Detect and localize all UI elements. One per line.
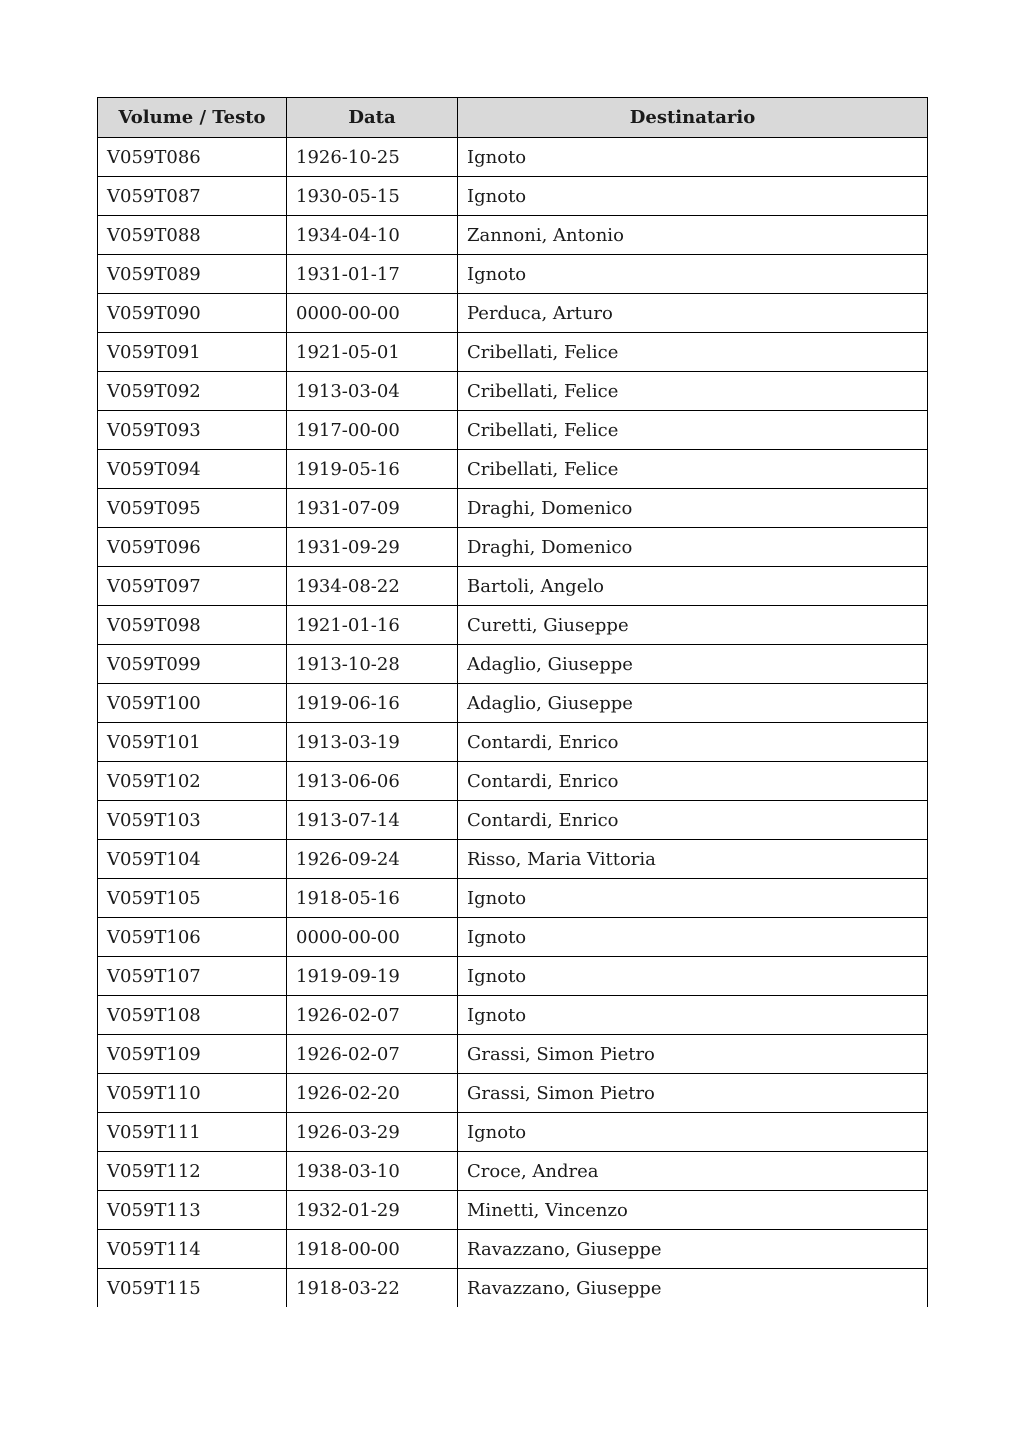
table-row [98,1074,928,1113]
cell-destinatario: Ravazzano, Giuseppe [458,1230,928,1269]
cell-destinatario: Cribellati, Felice [458,333,928,372]
cell-destinatario: Ignoto [458,879,928,918]
cell-data: 1919-06-16 [287,684,458,723]
cell-data: 1919-09-19 [287,957,458,996]
cell-destinatario: Minetti, Vincenzo [458,1191,928,1230]
cell-data: 1913-03-04 [287,372,458,411]
cell-volume-testo: V059T109 [98,1035,287,1074]
cell-data: 1934-04-10 [287,216,458,255]
cell-destinatario: Contardi, Enrico [458,801,928,840]
cell-volume-testo: V059T111 [98,1113,287,1152]
cell-volume-testo: V059T104 [98,840,287,879]
cell-destinatario: Contardi, Enrico [458,723,928,762]
cell-data: 0000-00-00 [287,918,458,957]
cell-data: 1926-02-07 [287,1035,458,1074]
cell-destinatario: Croce, Andrea [458,1152,928,1191]
header-data: Data [287,98,458,138]
cell-data: 1931-01-17 [287,255,458,294]
cell-data: 1913-10-28 [287,645,458,684]
cell-volume-testo: V059T095 [98,489,287,528]
cell-volume-testo: V059T092 [98,372,287,411]
cell-data: 1926-10-25 [287,138,458,177]
cell-volume-testo: V059T099 [98,645,287,684]
table-row [98,918,928,957]
cell-destinatario: Risso, Maria Vittoria [458,840,928,879]
cell-data: 1919-05-16 [287,450,458,489]
table-row [98,840,928,879]
cell-destinatario: Ignoto [458,177,928,216]
cell-data: 1921-01-16 [287,606,458,645]
cell-destinatario: Adaglio, Giuseppe [458,684,928,723]
cell-data: 1931-07-09 [287,489,458,528]
cell-volume-testo: V059T114 [98,1230,287,1269]
cell-data: 1918-05-16 [287,879,458,918]
cell-destinatario: Cribellati, Felice [458,411,928,450]
cell-volume-testo: V059T100 [98,684,287,723]
cell-volume-testo: V059T112 [98,1152,287,1191]
cell-volume-testo: V059T105 [98,879,287,918]
header-destinatario: Destinatario [458,98,928,138]
cell-data: 1926-02-07 [287,996,458,1035]
table-row [98,1230,928,1269]
cell-data: 1913-03-19 [287,723,458,762]
cell-volume-testo: V059T101 [98,723,287,762]
table-row [98,645,928,684]
cell-data: 0000-00-00 [287,294,458,333]
cell-volume-testo: V059T086 [98,138,287,177]
cell-volume-testo: V059T115 [98,1269,287,1308]
cell-data: 1913-07-14 [287,801,458,840]
cell-destinatario: Curetti, Giuseppe [458,606,928,645]
cell-volume-testo: V059T089 [98,255,287,294]
cell-destinatario: Ignoto [458,957,928,996]
cell-destinatario: Cribellati, Felice [458,372,928,411]
cell-volume-testo: V059T103 [98,801,287,840]
cell-destinatario: Ignoto [458,1113,928,1152]
cell-volume-testo: V059T113 [98,1191,287,1230]
cell-volume-testo: V059T106 [98,918,287,957]
cell-volume-testo: V059T097 [98,567,287,606]
table-row [98,1152,928,1191]
cell-volume-testo: V059T091 [98,333,287,372]
table-row [98,333,928,372]
cell-volume-testo: V059T107 [98,957,287,996]
table-row [98,411,928,450]
table-row [98,801,928,840]
cell-destinatario: Perduca, Arturo [458,294,928,333]
cell-destinatario: Draghi, Domenico [458,528,928,567]
cell-volume-testo: V059T088 [98,216,287,255]
table-row [98,294,928,333]
cell-destinatario: Draghi, Domenico [458,489,928,528]
cell-destinatario: Ignoto [458,996,928,1035]
table-row [98,879,928,918]
header-volume-testo: Volume / Testo [98,98,287,138]
cell-data: 1930-05-15 [287,177,458,216]
table-header [98,98,928,138]
table-row [98,450,928,489]
table-body [98,138,928,1308]
table-row [98,684,928,723]
cell-destinatario: Ignoto [458,138,928,177]
cell-volume-testo: V059T110 [98,1074,287,1113]
table-row [98,372,928,411]
letters-table [97,97,928,1307]
table-row [98,177,928,216]
cell-volume-testo: V059T087 [98,177,287,216]
cell-data: 1921-05-01 [287,333,458,372]
cell-volume-testo: V059T098 [98,606,287,645]
cell-destinatario: Bartoli, Angelo [458,567,928,606]
table-row [98,1191,928,1230]
cell-data: 1934-08-22 [287,567,458,606]
cell-destinatario: Contardi, Enrico [458,762,928,801]
table-row [98,762,928,801]
table-row [98,255,928,294]
cell-volume-testo: V059T102 [98,762,287,801]
table-row [98,723,928,762]
cell-destinatario: Ignoto [458,918,928,957]
cell-volume-testo: V059T093 [98,411,287,450]
cell-data: 1931-09-29 [287,528,458,567]
cell-data: 1926-02-20 [287,1074,458,1113]
cell-data: 1913-06-06 [287,762,458,801]
cell-destinatario: Cribellati, Felice [458,450,928,489]
table-row [98,138,928,177]
cell-volume-testo: V059T090 [98,294,287,333]
cell-volume-testo: V059T094 [98,450,287,489]
cell-data: 1932-01-29 [287,1191,458,1230]
table-row [98,528,928,567]
cell-data: 1917-00-00 [287,411,458,450]
cell-volume-testo: V059T096 [98,528,287,567]
cell-data: 1926-03-29 [287,1113,458,1152]
cell-destinatario: Ravazzano, Giuseppe [458,1269,928,1308]
table-row [98,606,928,645]
header-row [98,98,928,138]
table-row [98,567,928,606]
table-row [98,489,928,528]
table-row [98,1269,928,1308]
cell-volume-testo: V059T108 [98,996,287,1035]
cell-data: 1918-00-00 [287,1230,458,1269]
cell-destinatario: Zannoni, Antonio [458,216,928,255]
cell-destinatario: Ignoto [458,255,928,294]
cell-destinatario: Grassi, Simon Pietro [458,1035,928,1074]
cell-data: 1938-03-10 [287,1152,458,1191]
cell-data: 1926-09-24 [287,840,458,879]
table-row [98,216,928,255]
table-row [98,1035,928,1074]
table-row [98,996,928,1035]
table-row [98,1113,928,1152]
cell-data: 1918-03-22 [287,1269,458,1308]
table-row [98,957,928,996]
cell-destinatario: Grassi, Simon Pietro [458,1074,928,1113]
cell-destinatario: Adaglio, Giuseppe [458,645,928,684]
